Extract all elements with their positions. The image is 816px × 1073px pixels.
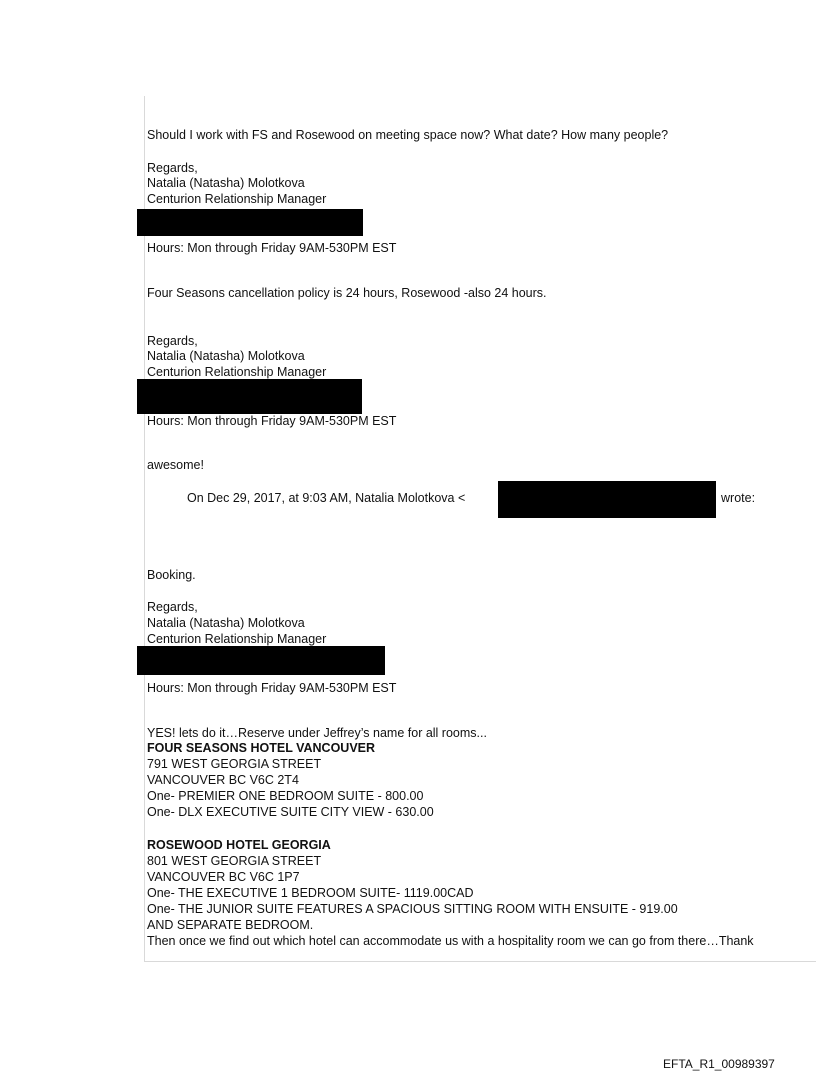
- signature-name: Natalia (Natasha) Molotkova: [147, 176, 305, 190]
- hotel-city: VANCOUVER BC V6C 2T4: [147, 773, 299, 787]
- signature-regards: Regards,: [147, 161, 198, 175]
- closing-text: Then once we find out which hotel can accommodate us with a hospitality room we can go from there…Thank: [147, 934, 754, 948]
- signature-name: Natalia (Natasha) Molotkova: [147, 349, 305, 363]
- quote-wrote: wrote:: [721, 491, 756, 505]
- signature-regards: Regards,: [147, 334, 198, 348]
- signature-hours: Hours: Mon through Friday 9AM-530PM EST: [147, 681, 397, 695]
- hotel-street: 801 WEST GEORGIA STREET: [147, 854, 322, 868]
- quote-border-bottom: [144, 961, 816, 962]
- awesome-text: awesome!: [147, 458, 204, 472]
- hotel-name: ROSEWOOD HOTEL GEORGIA: [147, 838, 331, 852]
- signature-title: Centurion Relationship Manager: [147, 632, 327, 646]
- room-line: One- THE EXECUTIVE 1 BEDROOM SUITE- 1119.00CAD: [147, 886, 474, 900]
- reservation-request: YES! lets do it…Reserve under Jeffrey’s name for all rooms...: [147, 726, 487, 740]
- signature-name: Natalia (Natasha) Molotkova: [147, 616, 305, 630]
- redaction-block: [137, 379, 362, 414]
- document-id: EFTA_R1_00989397: [663, 1057, 775, 1071]
- redaction-block: [137, 209, 363, 236]
- signature-hours: Hours: Mon through Friday 9AM-530PM EST: [147, 414, 397, 428]
- room-line: One- DLX EXECUTIVE SUITE CITY VIEW - 630.00: [147, 805, 434, 819]
- signature-regards: Regards,: [147, 600, 198, 614]
- booking-text: Booking.: [147, 568, 196, 582]
- question-text: Should I work with FS and Rosewood on meeting space now? What date? How many people?: [147, 128, 669, 142]
- redaction-block: [498, 481, 716, 518]
- quote-header: On Dec 29, 2017, at 9:03 AM, Natalia Molotkova <: [187, 491, 466, 505]
- hotel-street: 791 WEST GEORGIA STREET: [147, 757, 322, 771]
- room-line: One- THE JUNIOR SUITE FEATURES A SPACIOUS SITTING ROOM WITH ENSUITE - 919.00: [147, 902, 678, 916]
- room-line-continued: AND SEPARATE BEDROOM.: [147, 918, 314, 932]
- signature-title: Centurion Relationship Manager: [147, 192, 327, 206]
- hotel-name: FOUR SEASONS HOTEL VANCOUVER: [147, 741, 376, 755]
- signature-title: Centurion Relationship Manager: [147, 365, 327, 379]
- cancellation-policy-text: Four Seasons cancellation policy is 24 hours, Rosewood -also 24 hours.: [147, 286, 547, 300]
- room-line: One- PREMIER ONE BEDROOM SUITE - 800.00: [147, 789, 424, 803]
- signature-hours: Hours: Mon through Friday 9AM-530PM EST: [147, 241, 397, 255]
- redaction-block: [137, 646, 385, 675]
- hotel-city: VANCOUVER BC V6C 1P7: [147, 870, 300, 884]
